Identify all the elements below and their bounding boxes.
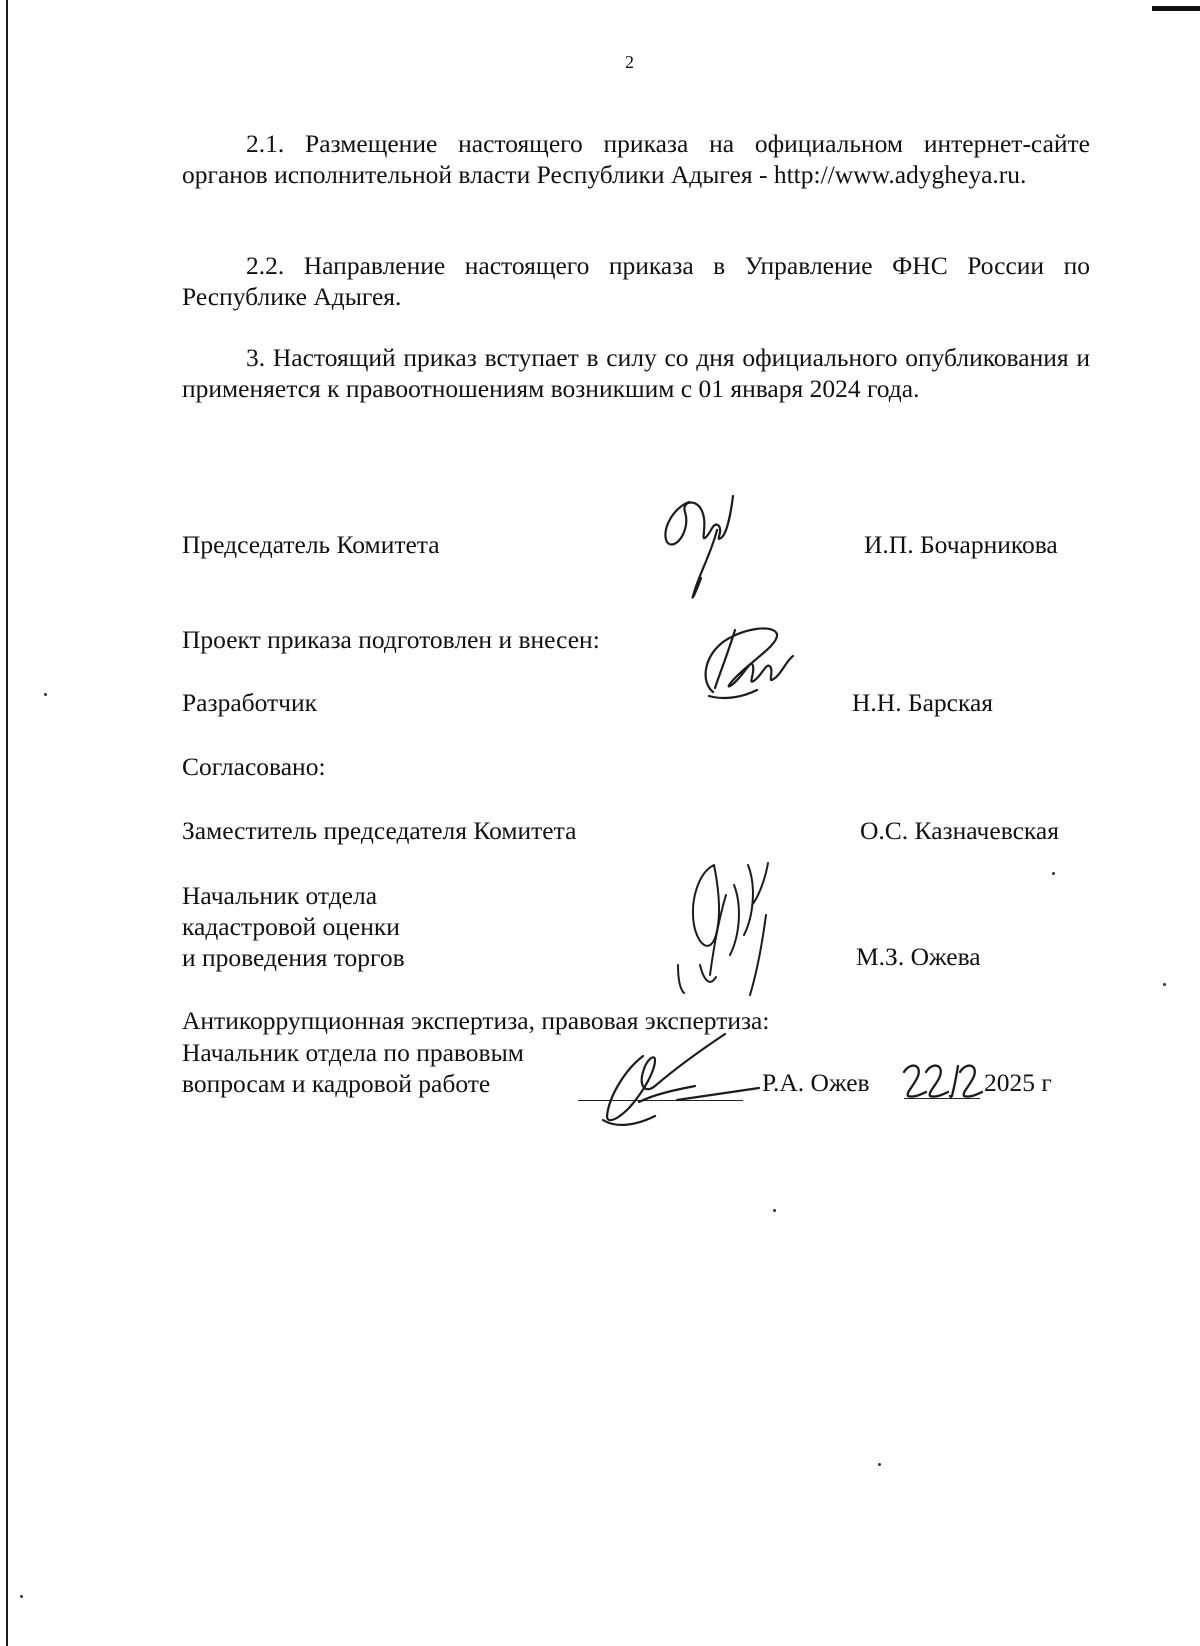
- scan-speck: [878, 1463, 881, 1466]
- paragraph-2-2: 2.2. Направление настоящего приказа в Управление ФНС России по Республике Адыгея.: [182, 251, 1090, 311]
- legal-date-year: 2025 г: [984, 1068, 1052, 1097]
- legal-name: Р.А. Ожев: [762, 1068, 870, 1097]
- head-cadastral-signature: [670, 855, 785, 1000]
- legal-title: [182, 1037, 524, 1099]
- scan-speck: [773, 1209, 776, 1212]
- paragraph-3: 3. Настоящий приказ вступает в силу со дня официального опубликования и применяется к правоотношениям возникшим с 01 января 2024 года.: [182, 343, 1090, 403]
- chairman-title: Председатель Комитета: [182, 530, 440, 559]
- head-cadastral-title-line-1: Начальник отдела: [182, 881, 378, 910]
- legal-signature: [595, 1020, 775, 1130]
- head-cadastral-name: М.З. Ожева: [856, 942, 981, 971]
- developer-name: Н.Н. Барская: [852, 688, 994, 717]
- scan-speck: [1052, 872, 1055, 875]
- chairman-signature: [655, 490, 745, 605]
- developer-title: Разработчик: [182, 688, 318, 717]
- page-number: 2: [625, 52, 634, 72]
- deputy-name: О.С. Казначевская: [860, 816, 1059, 845]
- legal-title-line-2: вопросам и кадровой работе: [182, 1069, 491, 1098]
- prepared-by-label: Проект приказа подготовлен и внесен:: [182, 625, 600, 654]
- head-cadastral-title: [182, 880, 405, 973]
- handwritten-date: [898, 1056, 988, 1104]
- agreed-label: Согласовано:: [182, 752, 326, 781]
- date-underline: [904, 1098, 980, 1099]
- legal-title-line-1: Начальник отдела по правовым: [182, 1038, 524, 1067]
- scan-speck: [1163, 983, 1166, 986]
- paragraph-2-1: 2.1. Размещение настоящего приказа на официальном интернет-сайте органов исполнительной власти Республики Адыгея - http://www.adygheya.ru.: [182, 129, 1090, 189]
- expertise-heading: Антикоррупционная экспертиза, правовая экспертиза:: [182, 1006, 770, 1035]
- head-cadastral-title-line-2: кадастровой оценки: [182, 912, 400, 941]
- deputy-title: Заместитель председателя Комитета: [182, 816, 577, 845]
- scan-corner-mark: [1152, 6, 1200, 11]
- scan-left-edge: [6, 0, 8, 1646]
- scan-speck: [20, 1595, 23, 1598]
- developer-signature: [693, 620, 803, 710]
- head-cadastral-title-line-3: и проведения торгов: [182, 943, 405, 972]
- chairman-name: И.П. Бочарникова: [864, 530, 1058, 559]
- scan-speck: [44, 693, 47, 696]
